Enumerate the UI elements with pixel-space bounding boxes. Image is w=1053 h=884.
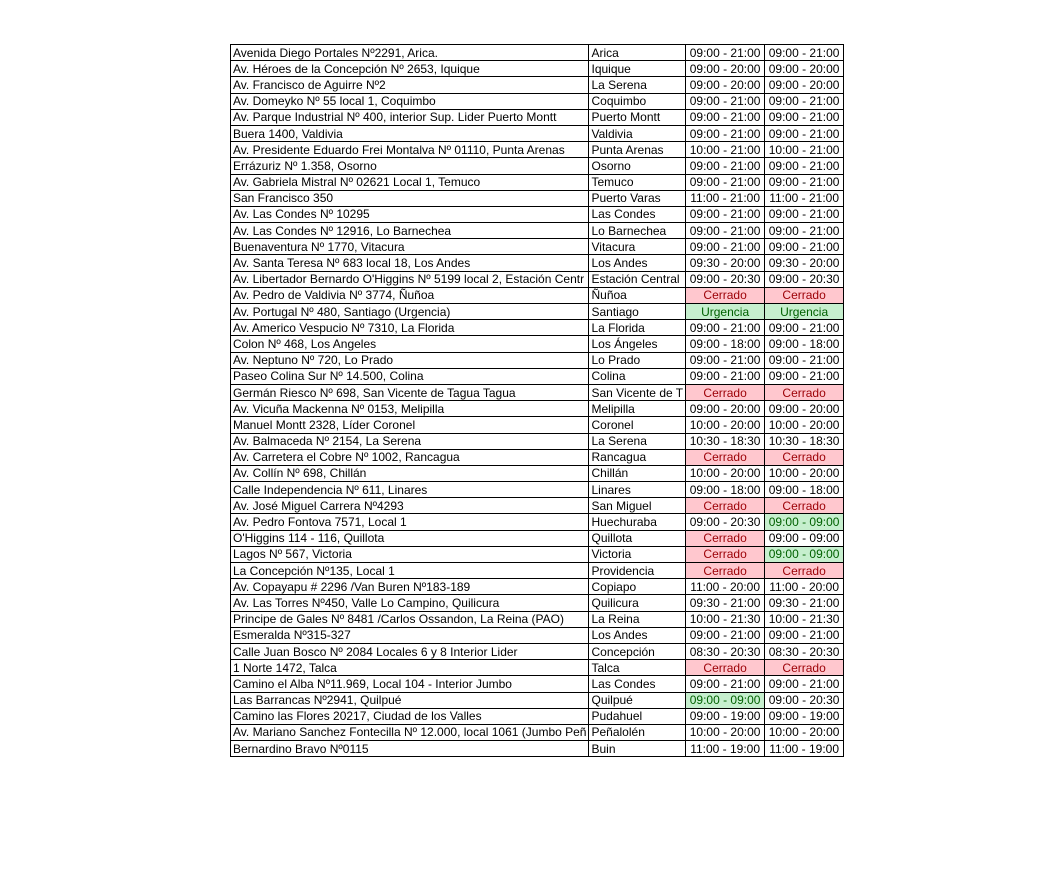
address-cell: Av. Collín Nº 698, Chillán	[231, 465, 589, 481]
table-row	[231, 239, 844, 255]
table-row	[231, 93, 844, 109]
hours-cell-2: 09:00 - 21:00	[765, 223, 844, 239]
address-cell: Manuel Montt 2328, Líder Coronel	[231, 417, 589, 433]
address-cell: Av. Carretera el Cobre Nº 1002, Rancagua	[231, 449, 589, 465]
hours-cell-2: 09:00 - 18:00	[765, 482, 844, 498]
hours-cell-2: 09:00 - 21:00	[765, 352, 844, 368]
address-cell: Av. Las Torres Nº450, Valle Lo Campino, Quilicura	[231, 595, 589, 611]
hours-cell-1: Cerrado	[686, 384, 765, 400]
city-cell: Iquique	[589, 61, 686, 77]
hours-cell-1: 08:30 - 20:30	[686, 643, 765, 659]
hours-cell-2: 09:00 - 21:00	[765, 45, 844, 61]
city-cell: Las Condes	[589, 206, 686, 222]
city-cell: Quilpué	[589, 692, 686, 708]
hours-cell-1: Cerrado	[686, 498, 765, 514]
city-cell: La Serena	[589, 433, 686, 449]
city-cell: San Miguel	[589, 498, 686, 514]
address-cell: Av. Las Condes Nº 10295	[231, 206, 589, 222]
city-cell: San Vicente de T	[589, 384, 686, 400]
address-cell: Paseo Colina Sur Nº 14.500, Colina	[231, 368, 589, 384]
address-cell: Av. Neptuno Nº 720, Lo Prado	[231, 352, 589, 368]
address-cell: Av. Domeyko Nº 55 local 1, Coquimbo	[231, 93, 589, 109]
table-row	[231, 401, 844, 417]
hours-cell-1: 09:00 - 21:00	[686, 368, 765, 384]
city-cell: Chillán	[589, 465, 686, 481]
city-cell: Rancagua	[589, 449, 686, 465]
address-cell: Camino el Alba Nº11.969, Local 104 - Interior Jumbo	[231, 676, 589, 692]
table-row	[231, 708, 844, 724]
hours-cell-1: 11:00 - 21:00	[686, 190, 765, 206]
address-cell: Principe de Gales Nº 8481 /Carlos Ossandon, La Reina (PAO)	[231, 611, 589, 627]
table-row	[231, 287, 844, 303]
hours-cell-1: 10:00 - 21:00	[686, 142, 765, 158]
table-row	[231, 125, 844, 141]
hours-cell-2: 09:00 - 20:30	[765, 271, 844, 287]
hours-cell-2: 10:00 - 21:00	[765, 142, 844, 158]
hours-cell-1: Cerrado	[686, 287, 765, 303]
hours-cell-2: 09:00 - 21:00	[765, 174, 844, 190]
hours-cell-1: 09:00 - 20:30	[686, 271, 765, 287]
table-row	[231, 352, 844, 368]
hours-cell-2: Cerrado	[765, 287, 844, 303]
table-row	[231, 741, 844, 757]
hours-cell-2: 09:00 - 09:00	[765, 546, 844, 562]
table-row	[231, 368, 844, 384]
hours-cell-1: Cerrado	[686, 546, 765, 562]
hours-cell-2: Cerrado	[765, 449, 844, 465]
city-cell: La Serena	[589, 77, 686, 93]
hours-cell-1: 09:30 - 21:00	[686, 595, 765, 611]
table-body	[231, 45, 844, 757]
address-cell: Av. Americo Vespucio Nº 7310, La Florida	[231, 320, 589, 336]
hours-cell-1: 09:00 - 21:00	[686, 174, 765, 190]
address-cell: Avenida Diego Portales Nº2291, Arica.	[231, 45, 589, 61]
address-cell: Av. Pedro de Valdivia Nº 3774, Ñuñoa	[231, 287, 589, 303]
table-row	[231, 643, 844, 659]
hours-cell-2: 09:00 - 09:00	[765, 514, 844, 530]
city-cell: Ñuñoa	[589, 287, 686, 303]
hours-cell-2: 09:30 - 20:00	[765, 255, 844, 271]
city-cell: La Reina	[589, 611, 686, 627]
table-row	[231, 611, 844, 627]
hours-cell-1: 09:00 - 21:00	[686, 125, 765, 141]
city-cell: Arica	[589, 45, 686, 61]
city-cell: Peñalolén	[589, 724, 686, 740]
city-cell: Estación Central	[589, 271, 686, 287]
city-cell: Los Andes	[589, 627, 686, 643]
hours-cell-2: 08:30 - 20:30	[765, 643, 844, 659]
table-row	[231, 563, 844, 579]
table-row	[231, 142, 844, 158]
table-row	[231, 174, 844, 190]
table-row	[231, 206, 844, 222]
address-cell: Av. Libertador Bernardo O'Higgins Nº 5199 local 2, Estación Centr	[231, 271, 589, 287]
table-row	[231, 384, 844, 400]
hours-cell-2: 11:00 - 19:00	[765, 741, 844, 757]
table-row	[231, 336, 844, 352]
hours-cell-1: 09:00 - 21:00	[686, 239, 765, 255]
hours-cell-2: 09:00 - 09:00	[765, 530, 844, 546]
city-cell: Osorno	[589, 158, 686, 174]
city-cell: Temuco	[589, 174, 686, 190]
hours-cell-2: Cerrado	[765, 384, 844, 400]
city-cell: Los Andes	[589, 255, 686, 271]
hours-cell-2: 10:00 - 20:00	[765, 465, 844, 481]
hours-cell-1: 09:00 - 20:00	[686, 401, 765, 417]
table-row	[231, 190, 844, 206]
city-cell: Quilicura	[589, 595, 686, 611]
address-cell: Av. Las Condes Nº 12916, Lo Barnechea	[231, 223, 589, 239]
city-cell: Punta Arenas	[589, 142, 686, 158]
hours-cell-2: 10:30 - 18:30	[765, 433, 844, 449]
hours-cell-1: 10:00 - 20:00	[686, 724, 765, 740]
address-cell: Buera 1400, Valdivia	[231, 125, 589, 141]
address-cell: Av. Héroes de la Concepción Nº 2653, Iquique	[231, 61, 589, 77]
hours-cell-2: 09:00 - 18:00	[765, 336, 844, 352]
hours-cell-2: 10:00 - 21:30	[765, 611, 844, 627]
table-row	[231, 271, 844, 287]
hours-cell-2: 09:00 - 21:00	[765, 627, 844, 643]
hours-cell-2: Cerrado	[765, 498, 844, 514]
hours-cell-2: 11:00 - 21:00	[765, 190, 844, 206]
address-cell: Av. Copayapu # 2296 /Van Buren Nº183-189	[231, 579, 589, 595]
hours-cell-2: 09:00 - 19:00	[765, 708, 844, 724]
hours-cell-1: 09:00 - 21:00	[686, 320, 765, 336]
hours-cell-1: 09:00 - 21:00	[686, 109, 765, 125]
table-row	[231, 77, 844, 93]
table-row	[231, 255, 844, 271]
hours-cell-1: 09:00 - 21:00	[686, 223, 765, 239]
table-row	[231, 530, 844, 546]
address-cell: Colon Nº 468, Los Angeles	[231, 336, 589, 352]
city-cell: Coquimbo	[589, 93, 686, 109]
city-cell: La Florida	[589, 320, 686, 336]
hours-cell-2: 10:00 - 20:00	[765, 417, 844, 433]
city-cell: Talca	[589, 660, 686, 676]
city-cell: Vitacura	[589, 239, 686, 255]
hours-cell-2: 09:00 - 21:00	[765, 368, 844, 384]
table-row	[231, 304, 844, 320]
address-cell: Germán Riesco Nº 698, San Vicente de Tagua Tagua	[231, 384, 589, 400]
hours-cell-2: 09:00 - 20:00	[765, 401, 844, 417]
address-cell: Av. Gabriela Mistral Nº 02621 Local 1, Temuco	[231, 174, 589, 190]
city-cell: Lo Barnechea	[589, 223, 686, 239]
address-cell: 1 Norte 1472, Talca	[231, 660, 589, 676]
hours-cell-2: 09:00 - 20:00	[765, 77, 844, 93]
address-cell: Av. Balmaceda Nº 2154, La Serena	[231, 433, 589, 449]
city-cell: Linares	[589, 482, 686, 498]
hours-cell-1: 09:00 - 21:00	[686, 93, 765, 109]
hours-cell-1: 11:00 - 20:00	[686, 579, 765, 595]
hours-cell-1: 10:00 - 20:00	[686, 417, 765, 433]
hours-cell-1: Cerrado	[686, 449, 765, 465]
table-row	[231, 676, 844, 692]
table-row	[231, 514, 844, 530]
city-cell: Lo Prado	[589, 352, 686, 368]
table-row	[231, 465, 844, 481]
table-row	[231, 724, 844, 740]
hours-cell-2: 09:00 - 21:00	[765, 125, 844, 141]
city-cell: Los Ángeles	[589, 336, 686, 352]
address-cell: Av. Francisco de Aguirre Nº2	[231, 77, 589, 93]
hours-cell-2: 11:00 - 20:00	[765, 579, 844, 595]
hours-cell-1: 09:00 - 18:00	[686, 482, 765, 498]
hours-cell-2: 09:00 - 21:00	[765, 158, 844, 174]
table-row	[231, 158, 844, 174]
city-cell: Huechuraba	[589, 514, 686, 530]
hours-cell-1: 09:00 - 21:00	[686, 45, 765, 61]
table-row	[231, 449, 844, 465]
hours-cell-1: 10:00 - 21:30	[686, 611, 765, 627]
address-cell: Buenaventura Nº 1770, Vitacura	[231, 239, 589, 255]
table-row	[231, 579, 844, 595]
address-cell: San Francisco 350	[231, 190, 589, 206]
address-cell: La Concepción Nº135, Local 1	[231, 563, 589, 579]
hours-cell-2: 10:00 - 20:00	[765, 724, 844, 740]
city-cell: Melipilla	[589, 401, 686, 417]
city-cell: Concepción	[589, 643, 686, 659]
address-cell: Lagos Nº 567, Victoria	[231, 546, 589, 562]
address-cell: Av. Parque Industrial Nº 400, interior Sup. Lider Puerto Montt	[231, 109, 589, 125]
address-cell: Las Barrancas Nº2941, Quilpué	[231, 692, 589, 708]
hours-cell-2: 09:00 - 21:00	[765, 239, 844, 255]
hours-cell-1: 09:00 - 19:00	[686, 708, 765, 724]
hours-cell-1: Cerrado	[686, 530, 765, 546]
hours-cell-2: 09:00 - 20:30	[765, 692, 844, 708]
hours-cell-1: 10:00 - 20:00	[686, 465, 765, 481]
address-cell: Av. José Miguel Carrera Nº4293	[231, 498, 589, 514]
city-cell: Copiapo	[589, 579, 686, 595]
address-cell: Av. Vicuña Mackenna Nº 0153, Melipilla	[231, 401, 589, 417]
hours-cell-2: 09:00 - 21:00	[765, 109, 844, 125]
hours-cell-2: 09:00 - 21:00	[765, 320, 844, 336]
table-row	[231, 320, 844, 336]
table-row	[231, 109, 844, 125]
address-cell: Av. Portugal Nº 480, Santiago (Urgencia)	[231, 304, 589, 320]
hours-cell-1: 09:00 - 21:00	[686, 676, 765, 692]
address-cell: O'Higgins 114 - 116, Quillota	[231, 530, 589, 546]
hours-cell-1: 09:00 - 21:00	[686, 158, 765, 174]
hours-cell-2: Cerrado	[765, 563, 844, 579]
address-cell: Av. Santa Teresa Nº 683 local 18, Los Andes	[231, 255, 589, 271]
hours-cell-1: 09:30 - 20:00	[686, 255, 765, 271]
table-row	[231, 45, 844, 61]
address-cell: Camino las Flores 20217, Ciudad de los Valles	[231, 708, 589, 724]
hours-cell-2: 09:00 - 21:00	[765, 676, 844, 692]
city-cell: Buin	[589, 741, 686, 757]
hours-cell-1: 11:00 - 19:00	[686, 741, 765, 757]
table-row	[231, 417, 844, 433]
address-cell: Calle Independencia Nº 611, Linares	[231, 482, 589, 498]
branch-schedule-table	[230, 44, 844, 757]
hours-cell-1: 09:00 - 20:00	[686, 77, 765, 93]
table-row	[231, 595, 844, 611]
hours-cell-1: 09:00 - 21:00	[686, 206, 765, 222]
table-row	[231, 433, 844, 449]
address-cell: Av. Pedro Fontova 7571, Local 1	[231, 514, 589, 530]
hours-cell-2: 09:00 - 20:00	[765, 61, 844, 77]
city-cell: Coronel	[589, 417, 686, 433]
hours-cell-1: 09:00 - 21:00	[686, 627, 765, 643]
hours-cell-1: 09:00 - 09:00	[686, 692, 765, 708]
city-cell: Puerto Montt	[589, 109, 686, 125]
address-cell: Errázuriz Nº 1.358, Osorno	[231, 158, 589, 174]
hours-cell-1: Urgencia	[686, 304, 765, 320]
table-row	[231, 692, 844, 708]
table-row	[231, 546, 844, 562]
city-cell: Santiago	[589, 304, 686, 320]
city-cell: Las Condes	[589, 676, 686, 692]
hours-cell-2: Urgencia	[765, 304, 844, 320]
city-cell: Quillota	[589, 530, 686, 546]
city-cell: Providencia	[589, 563, 686, 579]
address-cell: Av. Mariano Sanchez Fontecilla Nº 12.000, local 1061 (Jumbo Peñ	[231, 724, 589, 740]
table-row	[231, 627, 844, 643]
table-row	[231, 498, 844, 514]
hours-cell-1: Cerrado	[686, 660, 765, 676]
hours-cell-1: 09:00 - 20:30	[686, 514, 765, 530]
table-row	[231, 482, 844, 498]
city-cell: Victoria	[589, 546, 686, 562]
hours-cell-1: 10:30 - 18:30	[686, 433, 765, 449]
city-cell: Puerto Varas	[589, 190, 686, 206]
hours-cell-1: 09:00 - 18:00	[686, 336, 765, 352]
address-cell: Calle Juan Bosco Nº 2084 Locales 6 y 8 Interior Lider	[231, 643, 589, 659]
table-row	[231, 61, 844, 77]
hours-cell-2: Cerrado	[765, 660, 844, 676]
hours-cell-1: 09:00 - 21:00	[686, 352, 765, 368]
address-cell: Av. Presidente Eduardo Frei Montalva Nº 01110, Punta Arenas	[231, 142, 589, 158]
city-cell: Valdivia	[589, 125, 686, 141]
hours-cell-2: 09:00 - 21:00	[765, 93, 844, 109]
city-cell: Pudahuel	[589, 708, 686, 724]
hours-cell-1: 09:00 - 20:00	[686, 61, 765, 77]
city-cell: Colina	[589, 368, 686, 384]
table-row	[231, 660, 844, 676]
hours-cell-1: Cerrado	[686, 563, 765, 579]
address-cell: Bernardino Bravo Nº0115	[231, 741, 589, 757]
table-row	[231, 223, 844, 239]
hours-cell-2: 09:00 - 21:00	[765, 206, 844, 222]
address-cell: Esmeralda Nº315-327	[231, 627, 589, 643]
hours-cell-2: 09:30 - 21:00	[765, 595, 844, 611]
